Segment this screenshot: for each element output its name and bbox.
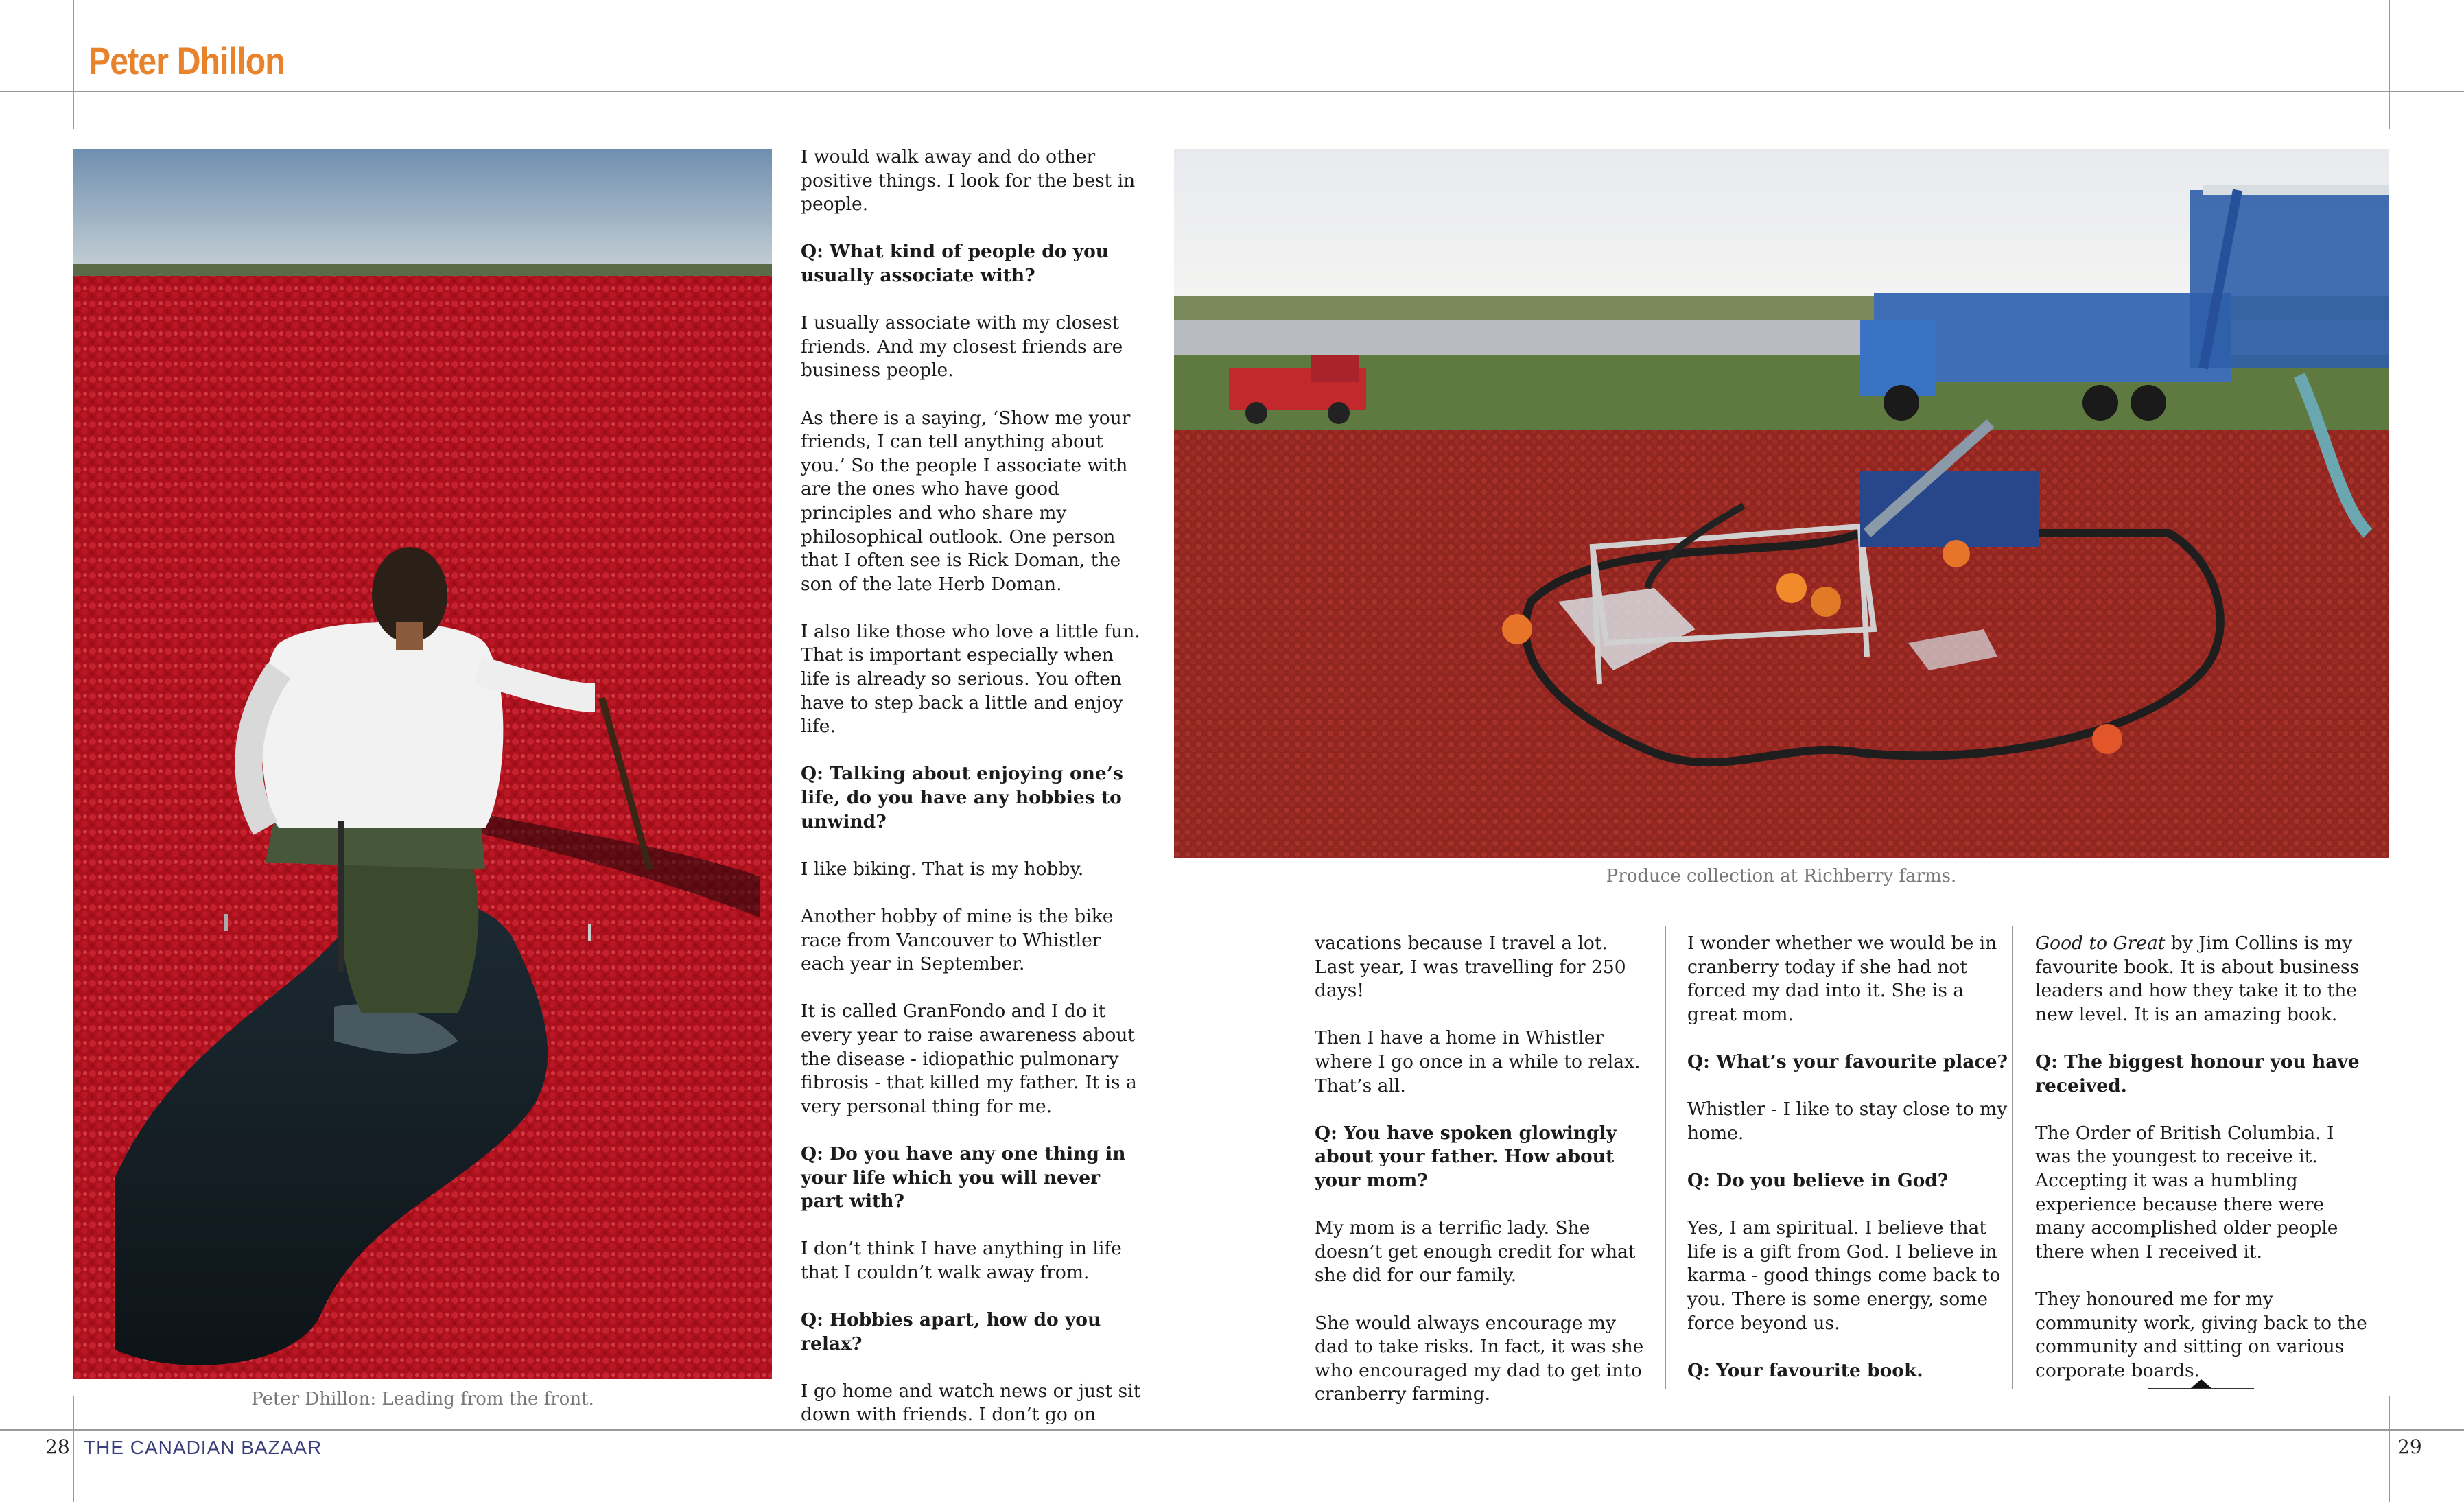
article-end-mark — [2148, 1379, 2254, 1390]
footer-tick-left — [73, 1396, 74, 1502]
page-title: Peter Dhillon — [89, 39, 285, 82]
page-number-left: 28 — [45, 1435, 70, 1458]
interview-question: Q: Your favourite book. — [1687, 1359, 1923, 1381]
page-number-right: 29 — [2397, 1435, 2422, 1458]
column-divider-2 — [2012, 926, 2013, 1389]
book-title: Good to Great — [2035, 932, 2166, 954]
interview-question: Q: You have spoken glowingly about your father. How about your mom? — [1315, 1122, 1617, 1191]
interview-paragraph: I usually associate with my closest friends. And my closest friends are business people. — [801, 312, 1123, 382]
interview-question: Q: What kind of people do you usually associate with? — [801, 241, 1110, 286]
interview-paragraph: My mom is a terrific lady. She doesn’t get enough credit for what she did for our family. — [1315, 1217, 1636, 1287]
article-column-4 — [2035, 932, 2371, 1407]
photo-harvest — [1174, 149, 2389, 858]
interview-question: Q: Talking about enjoying one’s life, do you have any hobbies to unwind? — [801, 763, 1123, 832]
interview-paragraph: Then I have a home in Whistler where I go once in a while to relax. That’s all. — [1315, 1027, 1641, 1096]
interview-paragraph: I go home and watch news or just sit down with friends. I don’t go on — [801, 1380, 1141, 1426]
interview-paragraph: Yes, I am spiritual. I believe that life is a gift from God. I believe in karma - good things come back to you. There is some energy, some force beyond us. — [1687, 1217, 2001, 1334]
footer-rule — [0, 1429, 2464, 1431]
interview-paragraph: I don’t think I have anything in life that I couldn’t walk away from. — [801, 1238, 1122, 1283]
photo-left-caption: Peter Dhillon: Leading from the front. — [251, 1389, 594, 1409]
interview-paragraph: vacations because I travel a lot. Last year, I was travelling for 250 days! — [1315, 932, 1626, 1002]
interview-question: Q: What’s your favourite place? — [1687, 1051, 2008, 1072]
interview-paragraph: I would walk away and do other positive things. I look for the best in people. — [801, 146, 1136, 215]
interview-paragraph: They honoured me for my community work, giving back to the community and sitting on various corporate boards. — [2035, 1288, 2367, 1381]
column-divider-1 — [1665, 926, 1666, 1389]
interview-paragraph: I like biking. That is my hobby. — [801, 858, 1084, 880]
header-rule — [0, 91, 2464, 92]
interview-question: Q: The biggest honour you have received. — [2035, 1051, 2360, 1096]
interview-question: Q: Hobbies apart, how do you relax? — [801, 1309, 1101, 1354]
header-tick-left — [73, 0, 74, 129]
interview-paragraph: It is called GranFondo and I do it every year to raise awareness about the disease - idiopathic pulmonary fibrosis - that killed my father. It is a very personal thing for me. — [801, 1000, 1137, 1117]
article-column-3 — [1687, 932, 2010, 1407]
header-tick-right — [2389, 0, 2390, 129]
magazine-name: THE CANADIAN BAZAAR — [84, 1437, 322, 1458]
photo-man-in-bog — [73, 149, 772, 1379]
interview-paragraph: I also like those who love a little fun. That is important especially when life is already so serious. You often have to step back a little and enjoy life. — [801, 620, 1140, 738]
interview-paragraph: Another hobby of mine is the bike race from Vancouver to Whistler each year in September. — [801, 906, 1114, 975]
article-column-2 — [1315, 932, 1651, 1430]
interview-paragraph: As there is a saying, ‘Show me your friends, I can tell anything about you.’ So the people I associate with are the ones who have good principles and who share my philosophical outlook. One person that I often see is Rick Doman, the son of the late Herb Doman. — [801, 407, 1131, 595]
interview-paragraph: I wonder whether we would be in cranberry today if she had not forced my dad into it. She is a great mom. — [1687, 932, 1997, 1025]
photo-harvest-illustration — [1174, 149, 2389, 858]
footer-tick-right — [2389, 1396, 2390, 1502]
photo-right-caption: Produce collection at Richberry farms. — [1606, 866, 1957, 887]
interview-paragraph: Good to Great by Jim Collins is my favourite book. It is about business leaders and how they take it to the new level. It is an amazing book. — [2035, 932, 2360, 1025]
interview-paragraph: She would always encourage my dad to take risks. In fact, it was she who encouraged my dad to get into cranberry farming. — [1315, 1312, 1644, 1405]
interview-paragraph: Whistler - I like to stay close to my home. — [1687, 1099, 2008, 1144]
photo-man-in-bog-illustration — [73, 149, 772, 1379]
interview-question: Q: Do you believe in God? — [1687, 1169, 1949, 1191]
interview-paragraph: The Order of British Columbia. I was the youngest to receive it. Accepting it was a humbling experience because there were many accomplished older people there when I received it. — [2035, 1122, 2338, 1263]
interview-question: Q: Do you have any one thing in your life which you will never part with? — [801, 1142, 1126, 1212]
article-column-1 — [801, 145, 1144, 1451]
